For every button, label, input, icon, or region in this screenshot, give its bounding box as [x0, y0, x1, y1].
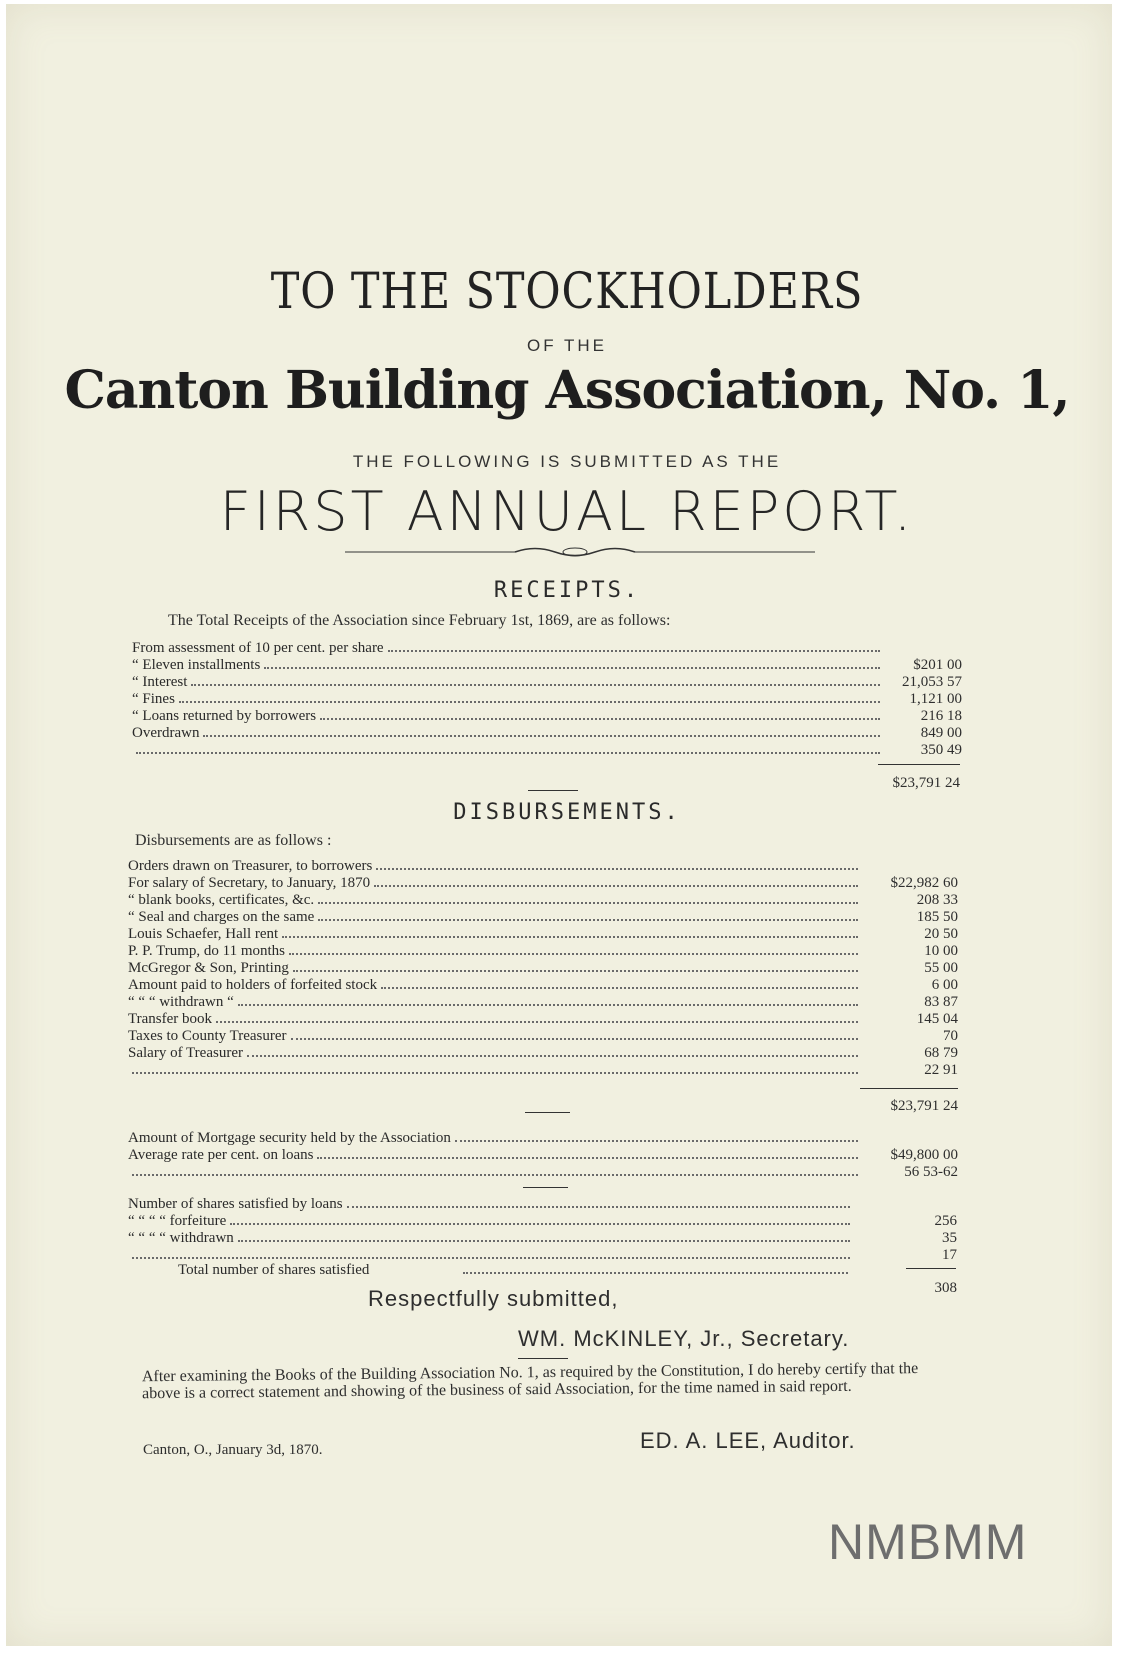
ledger-row — [128, 1045, 858, 1062]
leader-dots — [132, 1071, 858, 1074]
ledger-row — [128, 926, 858, 943]
receipts-total: $23,791 24 — [892, 775, 960, 791]
document-title: TO THE STOCKHOLDERS — [270, 262, 864, 320]
leader-dots — [317, 1156, 858, 1159]
ledger-amount: 83 87 — [924, 994, 958, 1010]
receipts-intro: The Total Receipts of the Association since February 1st, 1869, are as follows: — [168, 612, 671, 629]
ledger-row — [128, 1213, 850, 1230]
ledger-label: Overdrawn — [132, 725, 200, 741]
disbursements-total: $23,791 24 — [890, 1098, 958, 1114]
ledger-row — [128, 1028, 858, 1045]
ledger-label: Taxes to County Treasurer — [128, 1028, 287, 1044]
ledger-amount: 35 — [942, 1230, 957, 1246]
ledger-label: “ Loans returned by borrowers — [132, 708, 317, 724]
leader-dots — [247, 1054, 858, 1057]
disbursements-intro: Disbursements are as follows : — [135, 832, 332, 849]
ledger-amount: 256 — [934, 1213, 957, 1229]
leader-dots — [318, 918, 858, 921]
ledger-label: Orders drawn on Treasurer, to borrowers — [128, 858, 373, 874]
ledger-row — [128, 875, 858, 892]
ledger-row — [132, 708, 880, 725]
leader-dots — [291, 1037, 858, 1040]
ledger-label: For salary of Secretary, to January, 1870 — [128, 875, 371, 891]
ledger-label: “ Interest — [132, 674, 188, 690]
ledger-row — [128, 1147, 858, 1164]
section-separator — [528, 790, 578, 791]
ledger-label: From assessment of 10 per cent. per share — [132, 640, 384, 656]
ledger-label: “ “ “ “ forfeiture — [128, 1213, 227, 1229]
leader-dots — [376, 867, 858, 870]
disbursements-heading: DISBURSEMENTS. — [453, 800, 681, 825]
leader-dots — [381, 986, 858, 989]
ledger-label: Average rate per cent. on loans — [128, 1147, 314, 1163]
ledger-label: “ “ “ withdrawn “ — [128, 994, 234, 1010]
leader-dots — [320, 717, 880, 720]
ledger-amount: 70 — [943, 1028, 958, 1044]
watermark-text: NMBMM — [828, 1514, 1028, 1570]
leader-dots — [132, 1256, 850, 1259]
ledger-label: Amount paid to holders of forfeited stock — [128, 977, 378, 993]
ledger-amount: 17 — [942, 1247, 957, 1263]
section-separator — [523, 1187, 568, 1188]
submitted-line: THE FOLLOWING IS SUBMITTED AS THE — [352, 452, 782, 471]
ledger-label: “ Seal and charges on the same — [128, 909, 315, 925]
ledger-label: Salary of Treasurer — [128, 1045, 243, 1061]
ledger-amount: 1,121 00 — [909, 691, 962, 707]
ledger-amount: 6 00 — [931, 977, 958, 993]
ledger-amount: 350 49 — [920, 742, 962, 758]
ledger-amount: 20 50 — [924, 926, 958, 942]
ledger-amount: 55 00 — [924, 960, 958, 976]
leader-dots — [179, 700, 880, 703]
ledger-label: Amount of Mortgage security held by the Association — [128, 1130, 451, 1146]
leader-dots — [264, 666, 880, 669]
ledger-label: McGregor & Son, Printing — [128, 960, 289, 976]
ledger-row — [128, 1011, 858, 1028]
shares-total-rule — [906, 1268, 956, 1269]
ledger-amount: 208 33 — [916, 892, 958, 908]
ledger-row — [128, 960, 858, 977]
of-the-line: OF THE — [526, 336, 608, 355]
leader-dots — [374, 884, 858, 887]
ledger-amount: 10 00 — [924, 943, 958, 959]
ledger-row — [128, 858, 858, 875]
leader-dots — [388, 649, 880, 652]
ledger-row — [128, 943, 858, 960]
secretary-signature: WM. McKINLEY, Jr., Secretary. — [518, 1326, 850, 1351]
ledger-row — [128, 1062, 858, 1079]
leader-dots — [293, 969, 858, 972]
leader-dots — [191, 683, 880, 686]
ledger-amount: 849 00 — [920, 725, 962, 741]
auditor-statement: After examining the Books of the Building Association No. 1, as required by the Constitution, I do hereby certify that the above is a correct statement and showing of the business of said Association, for the time named in said report. — [141, 1360, 919, 1403]
ledger-label: P. P. Trump, do 11 months — [128, 943, 286, 959]
ledger-amount: 56 53-62 — [904, 1164, 958, 1180]
ledger-row — [132, 725, 880, 742]
ledger-amount: $201 00 — [913, 657, 962, 673]
ledger-amount: 185 50 — [916, 909, 958, 925]
association-name: Canton Building Association, No. 1, — [64, 360, 1070, 421]
place-date: Canton, O., January 3d, 1870. — [143, 1442, 323, 1458]
ledger-row — [128, 1196, 850, 1213]
ledger-amount: 145 04 — [916, 1011, 958, 1027]
ledger-amount: 21,053 57 — [902, 674, 962, 690]
ledger-row — [132, 640, 880, 657]
ledger-row — [128, 909, 858, 926]
section-separator — [525, 1112, 570, 1113]
shares-total-label: Total number of shares satisfied — [178, 1262, 370, 1278]
shares-total-row — [178, 1262, 848, 1279]
leader-dots — [238, 1003, 858, 1006]
leader-dots — [136, 751, 880, 754]
ledger-row — [128, 892, 858, 909]
leader-dots — [230, 1222, 850, 1225]
ledger-row — [132, 657, 880, 674]
leader-dots — [289, 952, 858, 955]
leader-dots — [318, 901, 858, 904]
ledger-amount: 68 79 — [924, 1045, 958, 1061]
ornament-divider — [345, 545, 815, 559]
ledger-row — [128, 1230, 850, 1247]
leader-dots — [347, 1205, 850, 1208]
ledger-row — [132, 674, 880, 691]
leader-dots — [238, 1239, 850, 1242]
report-title: FIRST ANNUAL REPORT. — [219, 480, 915, 543]
ledger-label: “ Eleven installments — [132, 657, 261, 673]
ledger-row — [128, 977, 858, 994]
ledger-label: “ “ “ “ withdrawn — [128, 1230, 234, 1246]
leader-dots — [455, 1139, 858, 1142]
ledger-label: Number of shares satisfied by loans — [128, 1196, 343, 1212]
respectfully-submitted: Respectfully submitted, — [368, 1286, 619, 1311]
leader-dots — [203, 734, 880, 737]
ledger-label: “ Fines — [132, 691, 175, 707]
leader-dots — [132, 1173, 858, 1176]
leader-dots — [282, 935, 858, 938]
ledger-label: Transfer book — [128, 1011, 213, 1027]
ledger-amount: 216 18 — [920, 708, 962, 724]
receipts-total-rule — [878, 764, 960, 765]
section-separator — [518, 1358, 568, 1359]
ledger-row — [128, 1164, 858, 1181]
ledger-amount: 22 91 — [924, 1062, 958, 1078]
auditor-signature: ED. A. LEE, Auditor. — [640, 1428, 856, 1453]
ledger-row — [132, 742, 880, 759]
shares-total: 308 — [934, 1280, 957, 1296]
ledger-row — [128, 994, 858, 1011]
disbursements-total-rule — [860, 1088, 958, 1089]
leader-dots — [216, 1020, 858, 1023]
ledger-label: Louis Schaefer, Hall rent — [128, 926, 279, 942]
leader-dots — [463, 1271, 848, 1274]
ledger-row — [128, 1130, 858, 1147]
ledger-label: “ blank books, certificates, &c. — [128, 892, 315, 908]
ledger-amount: $22,982 60 — [890, 875, 958, 891]
ledger-row — [132, 691, 880, 708]
receipts-heading: RECEIPTS. — [493, 578, 641, 603]
ledger-amount: $49,800 00 — [890, 1147, 958, 1163]
